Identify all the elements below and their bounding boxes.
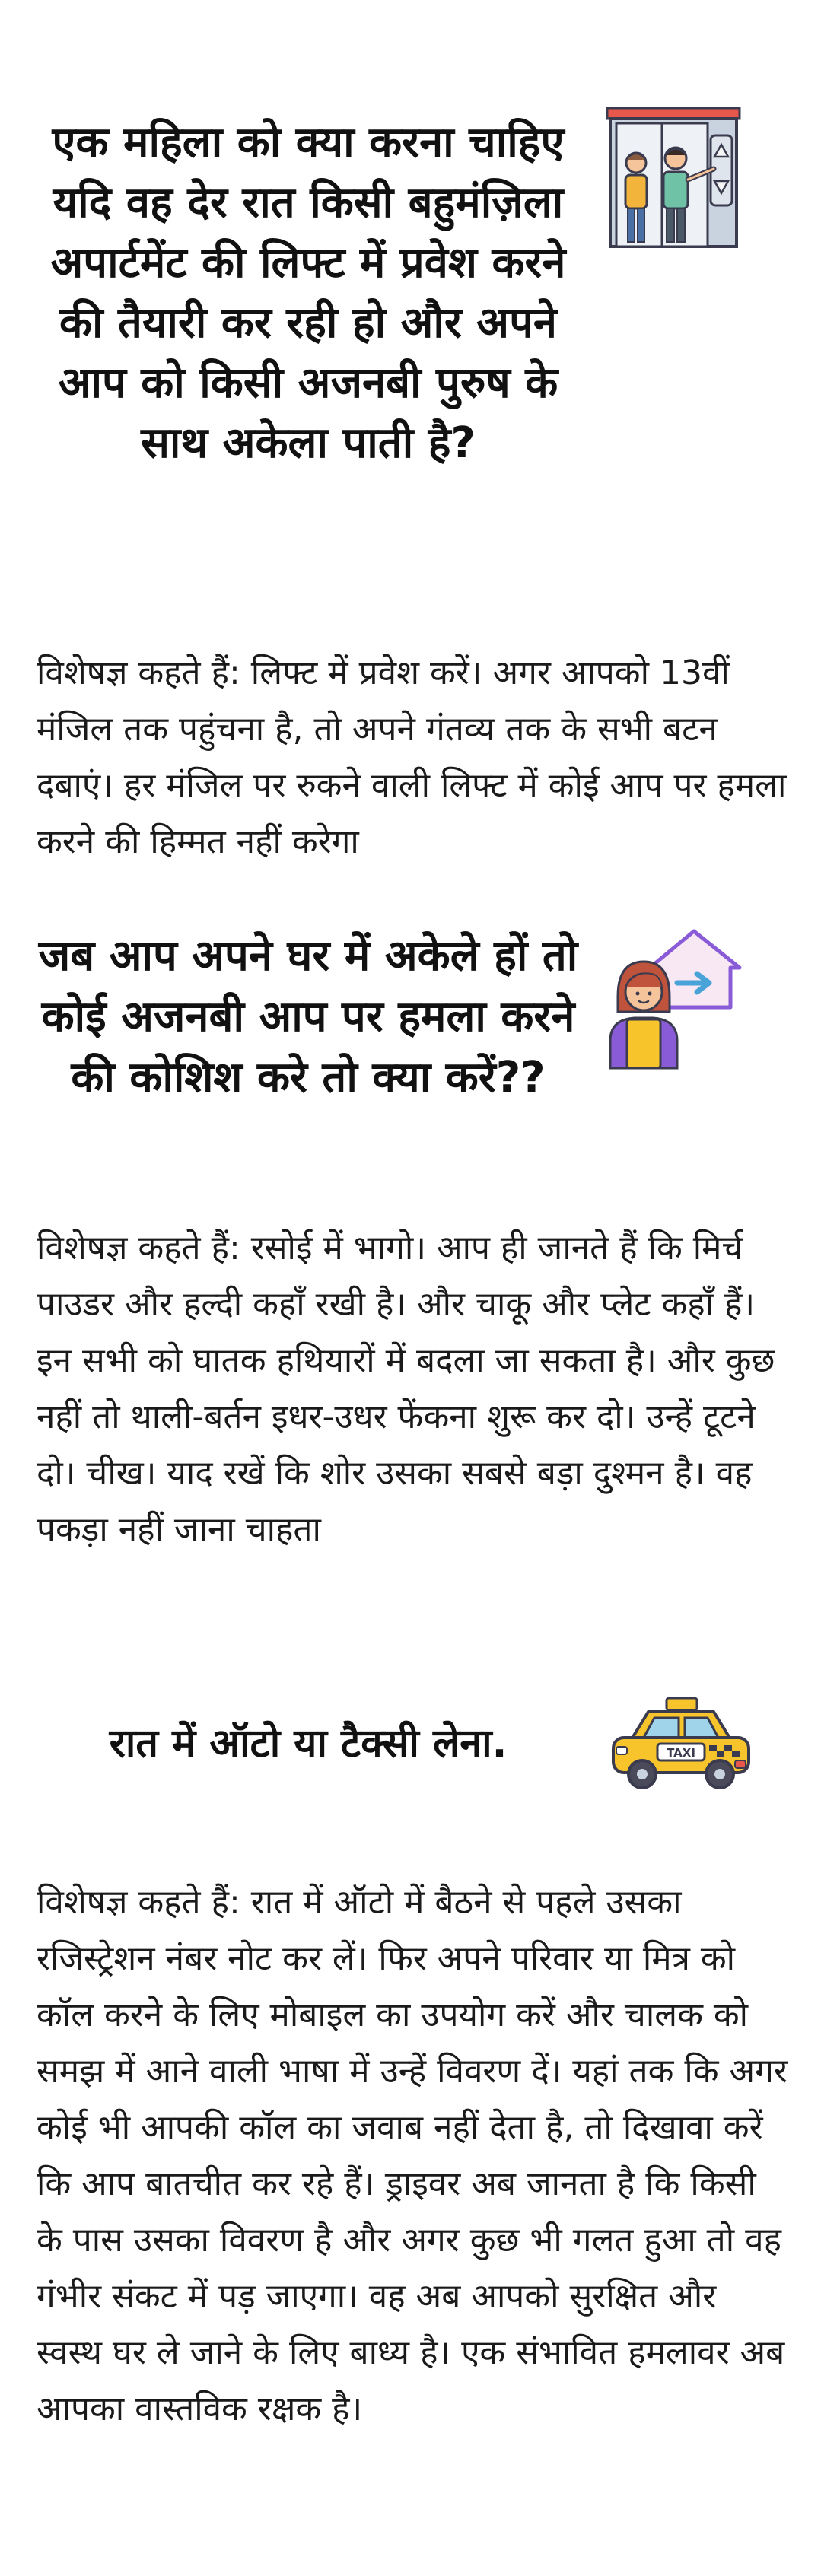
section-1-body: विशेषज्ञ कहते हैं: लिफ्ट में प्रवेश करें। अगर आपको 13वीं मंजिल तक पहुंचना है, तो अपने गंतव्य तक के सभी बटन दबाएं। हर मंजिल पर रुकने वाली लिफ्ट में कोई आप पर हमला करने की हिम्मत नहीं करेगा [37, 654, 787, 861]
section-2-heading: जब आप अपने घर में अकेले हों तो कोई अजनबी आप पर हमला करने की कोशिश करे तो क्या करें?? [38, 931, 578, 1102]
taxi-sign-label: TAXI [667, 1746, 695, 1760]
taxi-icon [609, 1693, 753, 1792]
section-2-body: विशेषज्ञ कहते हैं: रसोई में भागो। आप ही जानते हैं कि मिर्च पाउडर और हल्दी कहाँ रखी है। और चाकू और प्लेट कहाँ हैं। इन सभी को घातक हथियारों में बदला जा सकता है। और कुछ नहीं तो थाली-बर्तन इधर-उधर फेंकना शुरू कर दो। उन्हें टूटने दो। चीख। याद रखें कि शोर उसका सबसे बड़ा दुश्मन है। वह पकड़ा नहीं जाना चाहता [37, 1229, 775, 1549]
woman-home-icon [604, 927, 749, 1071]
section-1-heading: एक महिला को क्या करना चाहिए यदि वह देर रात किसी बहुमंज़िला अपार्टमेंट की लिफ्ट में प्रवेश करने की तैयारी कर रही हो और अपने आप को किसी अजनबी पुरुष के साथ अकेला पाती है? [50, 118, 566, 468]
section-3-heading: रात में ऑटो या टैक्सी लेना. [109, 1721, 508, 1767]
elevator-icon [603, 105, 744, 250]
section-3-body: विशेषज्ञ कहते हैं: रात में ऑटो में बैठने से पहले उसका रजिस्ट्रेशन नंबर नोट कर लें। फिर अपने परिवार या मित्र को कॉल करने के लिए मोबाइल का उपयोग करें और चालक को समझ में आने वाली भाषा में उन्हें विवरण दें। यहां तक कि अगर कोई भी आपकी कॉल का जवाब नहीं देता है, तो दिखावा करें कि आप बातचीत कर रहे हैं। ड्राइवर अब जानता है कि किसी के पास उसका विवरण है और अगर कुछ भी गलत हुआ तो वह गंभीर संकट में पड़ जाएगा। वह अब आपको सुरक्षित और स्वस्थ घर ले जाने के लिए बाध्य है। एक संभावित हमलावर अब आपका वास्तविक रक्षक है। [37, 1883, 788, 2428]
